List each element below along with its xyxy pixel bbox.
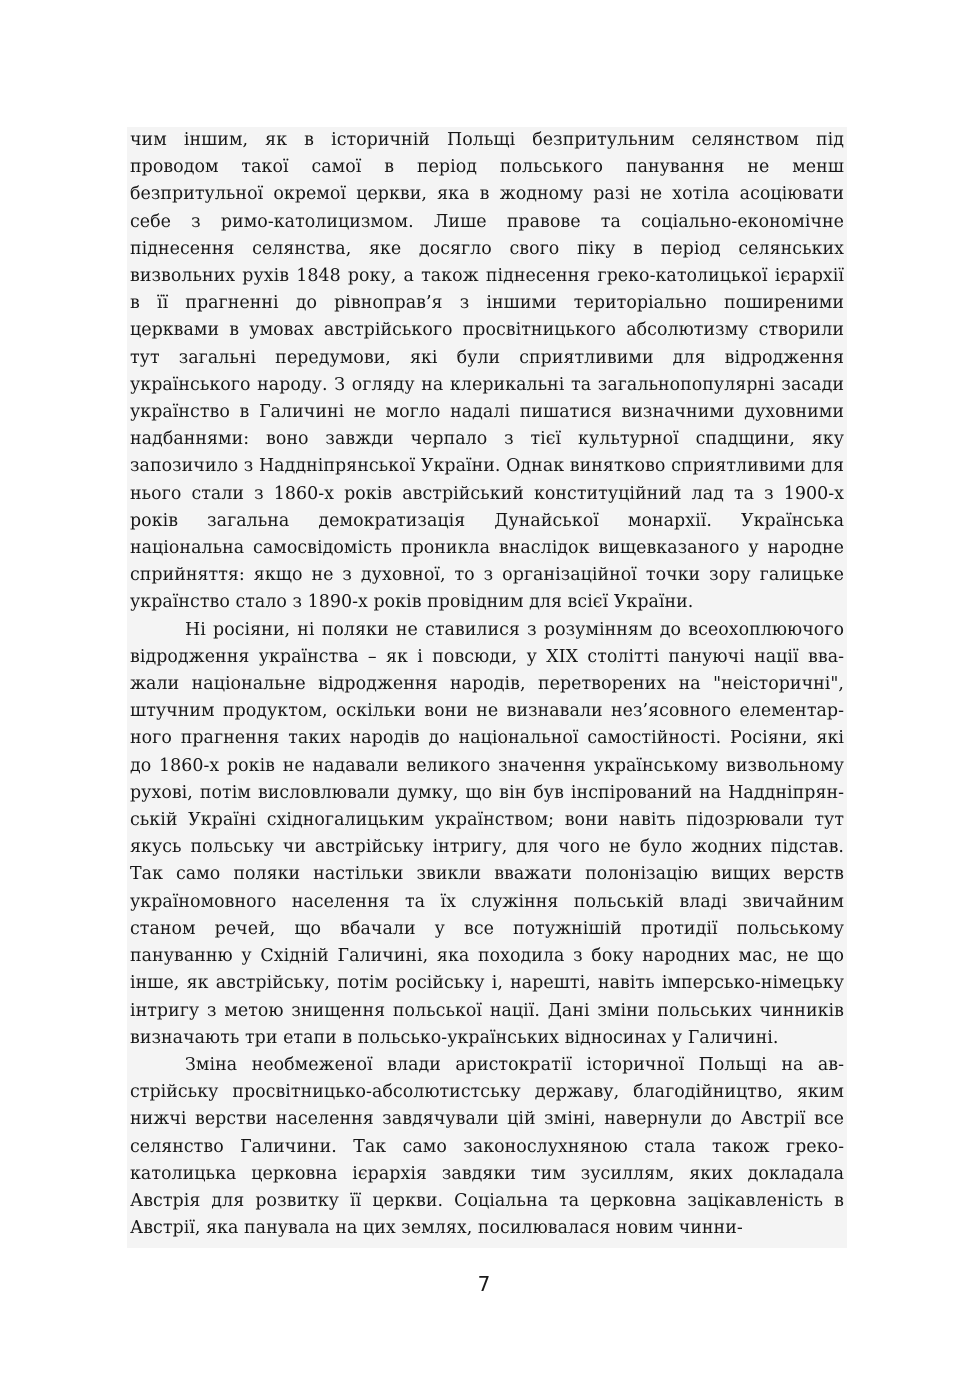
paragraph-2: Ні росіяни, ні поляки не ставилися з розумінням до всеохоплюючого відродження українства – як і повсюди, у XIX столітті пануючі нації вважали національне відродження народів, перетворених на "неісторичні", штучним продуктом, оскільки вони не визнавали нез’ясовного елементарного прагнення таких народів до національної самостійності. Росіяни, які до 1860-х років не надавали великого значення українському визвольному рухові, потім висловлювали думку, що він був інспірований на Наддніпрянській Україні східногалицьким українством; вони навіть підозрювали тут якусь польську чи австрійську інтригу, для чого не було жодних підстав. Так само поляки настільки звикли вважати полонізацію вищих верств україномовного населення та їх служіння польській владі звичайним станом речей, що вбачали у все потужнішій протидії польському пануванню у Східній Галичині, яка походила з боку народних мас, не що інше, як австрійську, потім російську і, нарешті, навіть імперсько-німецьку інтригу з метою знищення польської нації. Дані зміни польських чинників визначають три етапи в польсько-українських відносинах у Галичині.	[130, 619, 844, 1048]
paragraph-1: чим іншим, як в історичній Польщі безпритульним селянством під проводом такої самої в період польського панування не менш безпритульної окремої церкви, яка в жодному разі не хотіла асоціювати себе з римо-католицизмом. Лише правове та соціально-економічне піднесення селянства, яке досягло свого піку в період селянських визвольних рухів 1848 року, а також піднесення греко-католицької ієрархії в її прагненні до рівноправ’я з іншими територіально поширеними церквами в умовах австрійського просвітницького абсолютизму створили тут загальні передумови, які були сприятливими для відродження українського народу. З огляду на клерикальні та загальнопопулярні засади українство в Галичині не могло надалі пишатися визначними духовними надбаннями: воно завжди черпало з тієї культурної спадщини, яку запозичило з Наддніпрянської України. Однак винятково сприятливими для нього стали з 1860-х років австрійський конституційний лад та з 1900-х років загальна демократизація Дунайської монархії. Українська національна самосвідомість проникла внаслідок вищевказаного у народне сприйняття: якщо не з духовної, то з організаційної точки зору галицьке українство стало з 1890-х років провідним для всієї України.	[130, 130, 844, 613]
body-text	[127, 127, 847, 1248]
page-number: 7	[477, 1272, 491, 1296]
paragraph-3: Зміна необмеженої влади аристократії історичної Польщі на австрійську просвітницько-абсолютистську державу, благодійництво, яким нижчі верстви населення завдячували цій зміні, навернули до Австрії все селянство Галичини. Так само законослухняною стала також греко-католицька церковна ієрархія завдяки тим зусиллям, яких докладала Австрія для розвитку її церкви. Соціальна та церковна зацікавленість в Австрії, яка панувала на цих землях, посилювалася новим чинни-	[130, 1054, 844, 1239]
